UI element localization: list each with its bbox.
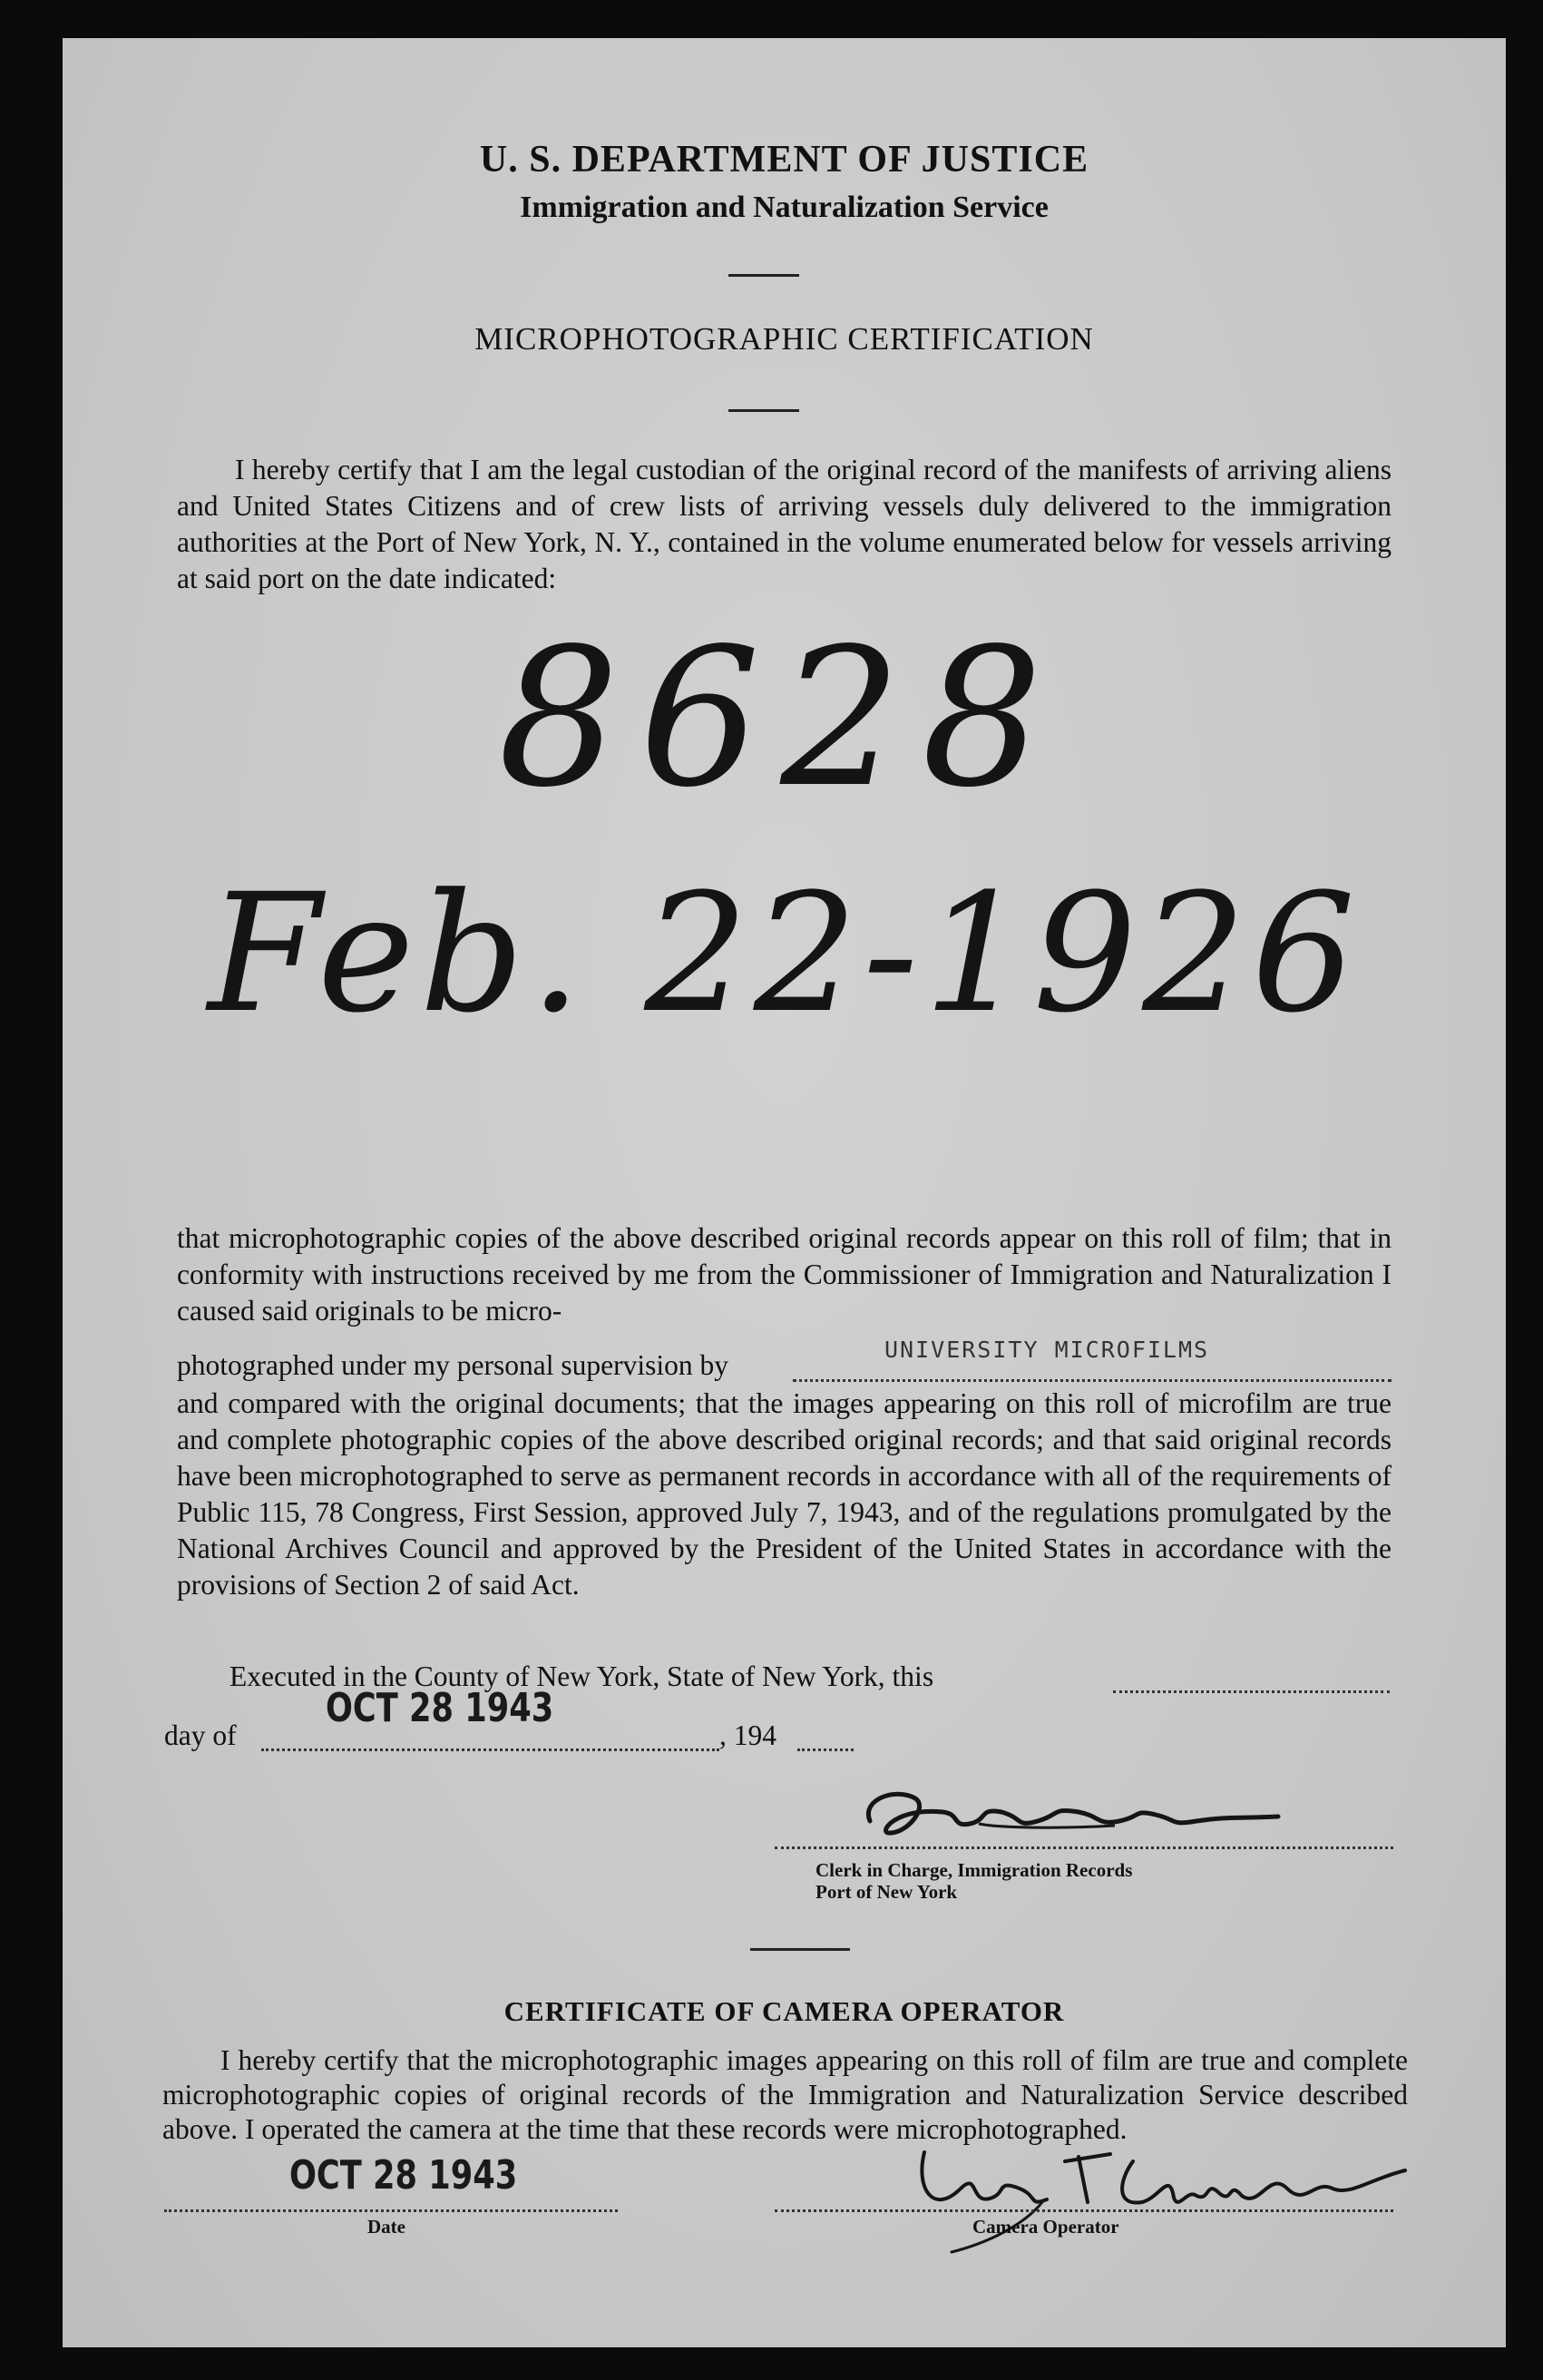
certificate-page [63, 38, 1506, 2347]
department-heading: U. S. DEPARTMENT OF JUSTICE [479, 139, 1089, 181]
certification-intro: I hereby certify that I am the legal custodian of the original record of the manifests of arriving aliens and United States Citizens and of crew lists of arriving vessels duly delivered to the immigration authorities at the Port of New York, N. Y., contained in the volume enumerated below for vessels arriving at said port on the date indicated: [177, 454, 1392, 594]
certification-body-part1: that microphotographic copies of the above described original records appear on this roll of film; that in conformity with instructions received by me from the Commissioner of Immigration and Naturalization I caused said originals to be micro- [177, 1222, 1392, 1327]
dotted-line [1113, 1690, 1390, 1693]
camera-certificate-title: CERTIFICATE OF CAMERA OPERATOR [503, 1995, 1065, 2027]
day-of-label: day of [164, 1719, 237, 1751]
service-heading: Immigration and Naturalization Service [520, 191, 1049, 224]
year-prefix: , 194 [719, 1719, 776, 1751]
camera-date-stamp: OCT 28 1943 [289, 2152, 518, 2199]
camera-operator-signature [861, 2116, 1405, 2261]
certification-body-part2: and compared with the original documents; that the images appearing on this roll of microfilm are true and complete photographic copies of the above described original records; and that said original records have been microphotographed to serve as permanent records in accordance with all of the requirements of Public 115, 78 Congress, First Session, approved July 7, 1943, and of the regulations promulgated by the National Archives Council and approved by the President of the United States in accordance with the provisions of Section 2 of said Act. [177, 1387, 1392, 1601]
dotted-line [261, 1748, 719, 1751]
handwritten-volume-date: Feb. 22-1926 [208, 859, 1362, 1049]
executed-date-stamp: OCT 28 1943 [326, 1685, 554, 1731]
divider [728, 274, 799, 277]
date-line [164, 2209, 618, 2212]
signer-title: Clerk in Charge, Immigration Records [815, 1859, 1133, 1881]
camera-certificate-body: I hereby certify that the microphotographic images appearing on this roll of film are true and complete microphotographic copies of original records of the Immigration and Naturalization Service described above. I operated the camera at the time that these records were microphotographed. [162, 2044, 1408, 2145]
document-title: MICROPHOTOGRAPHIC CERTIFICATION [474, 321, 1094, 357]
signature-line [775, 1846, 1393, 1849]
divider [728, 409, 799, 412]
dotted-line [793, 1379, 1392, 1382]
photographer-stamp: UNIVERSITY MICROFILMS [884, 1337, 1210, 1363]
camera-operator-label: Camera Operator [972, 2216, 1119, 2238]
operator-line [775, 2209, 1393, 2212]
divider [750, 1948, 850, 1951]
dotted-line [797, 1748, 854, 1751]
handwritten-volume-number: 8628 [498, 607, 1063, 829]
executed-text: Executed in the County of New York, State of New York, this [229, 1660, 934, 1692]
photographed-by-label: photographed under my personal supervision by [177, 1349, 729, 1381]
date-label: Date [367, 2216, 405, 2238]
signer-location: Port of New York [815, 1881, 958, 1903]
